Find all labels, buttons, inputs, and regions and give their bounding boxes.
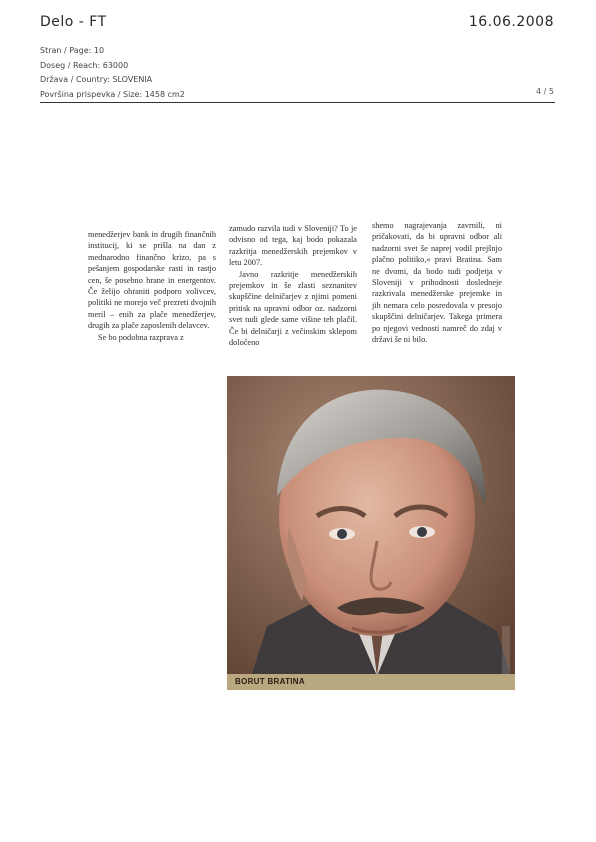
paragraph: Se bo podobna razprava z (98, 332, 184, 342)
meta-reach: Doseg / Reach: 63000 (40, 60, 129, 70)
portrait-illustration (227, 376, 515, 690)
article-column-1 (88, 229, 216, 343)
photo-caption: BORUT BRATINA (235, 677, 305, 686)
article-column-2 (229, 223, 357, 348)
paragraph: shemo nagrajevanja zavrnili, ni pričakovati, da bi upravni odbor ali nadzorni svet še naprej vodil prejšnjo plačno politiko,« pravi Bratina. Sam ne dvomi, da bodo tudi podjetja v Sloveniji v prihodnosti dosledneje razkrivala menedžerske prejemke in jih nemara celo posredovala v presojo skupščini delničarjev. Takega primera po njegovi vednosti namreč do zdaj v državi še ni bilo. (372, 221, 502, 345)
meta-size: Površina prispevka / Size: 1458 cm2 (40, 89, 185, 99)
header-divider (40, 102, 555, 103)
article-column-3 (372, 220, 502, 345)
portrait-photo (227, 376, 515, 690)
meta-page: Stran / Page: 10 (40, 46, 105, 55)
meta-country: Država / Country: SLOVENIA (40, 75, 153, 84)
metadata-block (40, 44, 185, 102)
publication-title: Delo - FT (40, 14, 107, 30)
paragraph: zamudo razvila tudi v Sloveniji? To je odvisno od tega, kaj bodo pokazala razkritja menedžerskih prejemkov v letu 2007. (229, 224, 357, 268)
paragraph: menedžerjev bank in drugih finančnih institucij, ki se prišla na dan z mednarodno finančno krizo, pa s pešanjem gospodarske rasti in rastjo cen, še posebno hrane in energentov. Če želijo ohraniti podporo volivcev, politiki ne morejo več prezreti dvojnih meril – enih za plače menedžerjev, drugih za plače zaposlenih delavcev. (88, 230, 216, 331)
photo-caption-bar (227, 674, 515, 690)
publication-date: 16.06.2008 (468, 14, 554, 30)
page-number: 4 / 5 (536, 87, 554, 96)
paragraph: Javno razkritje menedžerskih prejemkov in še zlasti seznanitev skupščine delničarjev z njimi pomeni pritisk na upravni odbor oz. nadzorni svet tudi glede same višine teh plačil. Če bi delničarji z večinskim sklepom določeno (229, 269, 357, 348)
